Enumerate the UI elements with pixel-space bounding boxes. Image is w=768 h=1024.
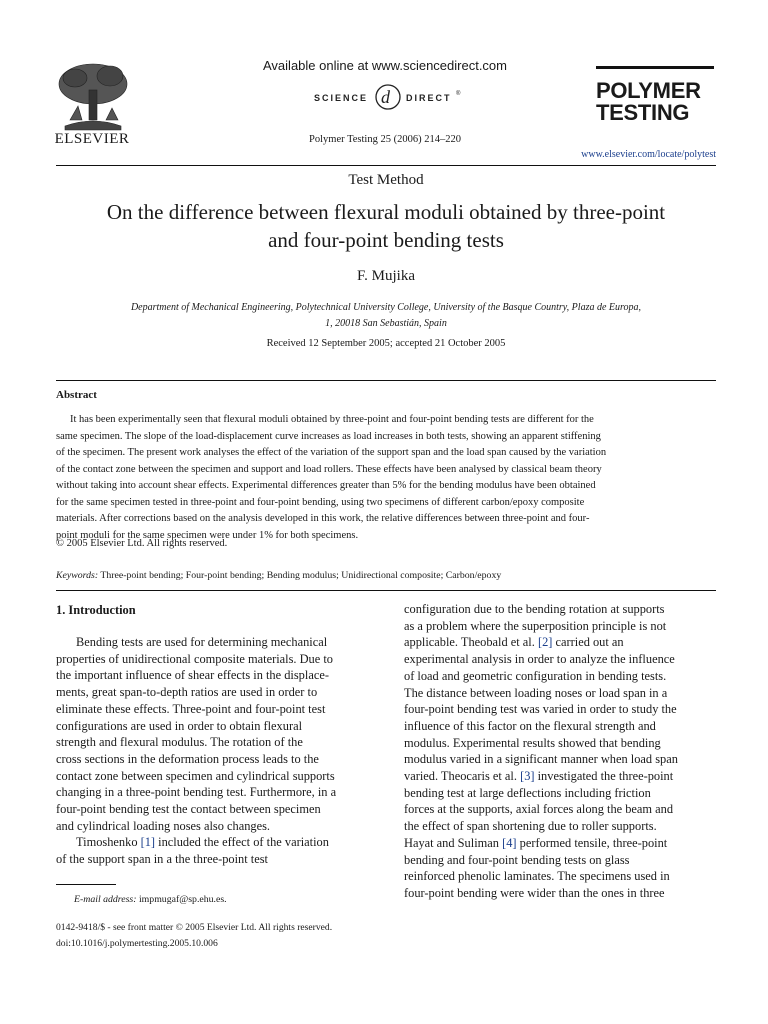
abstract-line: of the contact zone between the specimen and support and load rollers. These effects have been analysed by classical beam theory [56,463,602,475]
text-line: bending and four-point bending tests on glass [404,852,630,867]
keywords-list: Three-point bending; Four-point bending; Bending modulus; Unidirectional composite; Carbon/epoxy [100,570,502,581]
doi-line[interactable]: doi:10.1016/j.polymertesting.2005.10.006 [56,938,218,949]
text-span: included the effect of the variation [155,835,329,850]
journal-title-line2: TESTING [596,100,690,125]
text-line: reinforced phenolic laminates. The specimens used in [404,869,670,884]
sciencedirect-logo-icon[interactable] [268,82,508,112]
text-line: of load and geometric configuration in bending tests. [404,668,667,683]
text-line: configuration due to the bending rotation at supports [404,602,665,616]
received-dates: Received 12 September 2005; accepted 21 October 2005 [266,338,506,349]
text-line: influence of this factor on the flexural strength and [404,718,656,733]
email-address-link[interactable]: impmugaf@sp.ehu.es. [136,894,227,905]
abstract-line: without taking into account shear effects. Experimental differences greater than 5% for the bending modulus have been obtained [56,480,596,491]
abstract-line: same specimen. The slope of the load-displacement curve increases as load increases in both tests, showing an apparent stiffening [56,430,601,442]
author-email [74,894,227,905]
article-title-line1: On the difference between flexural moduli obtained by three-point [106,200,666,224]
text-line: forces at the supports, axial forces along the beam and [404,802,674,817]
text-span: investigated the three-point [534,769,674,784]
text-span: varied. Theocaris et al. [404,769,521,784]
text-line: four-point bending were wider than the ones in three [404,885,665,900]
text-line: properties of unidirectional composite materials. Due to [56,651,333,666]
email-label: E-mail address: [74,894,137,905]
left-column [56,634,372,868]
journal-url-link[interactable]: www.elsevier.com/locate/polytest [581,149,716,160]
available-online-banner[interactable]: Available online at www.sciencedirect.com [263,58,507,73]
text-span: applicable. Theobald et al. [404,635,538,650]
article-title [56,198,716,254]
publisher-logo-text: ELSEVIER [54,131,130,147]
svg-text:DIRECT: DIRECT [406,93,452,103]
text-line: as a problem where the superposition principle is not [404,618,667,633]
journal-title [596,80,726,124]
affiliation-line2: 1, 20018 San Sebastián, Spain [325,318,447,329]
affiliation-line1: Department of Mechanical Engineering, Polytechnical University College, University of the Basque Country, Plaza de Europa, [130,302,642,313]
text-line [404,835,716,852]
abstract-line: point moduli for the same specimen were under 1% for both specimens. [56,529,359,541]
text-span: performed tensile, three-point [516,835,668,850]
text-line: modulus varied in a significant manner when load span [404,752,678,767]
citation-link[interactable]: [3] [520,769,535,784]
abstract-body [56,412,716,544]
text-line: four-point bending test the contact between specimen [56,802,321,817]
text-line: modulus. Experimental results showed that bending [404,735,661,750]
text-line: experimental analysis in order to analyze the influence [404,652,675,667]
text-span: Hayat and Suliman [404,835,503,850]
issn-line: 0142-9418/$ - see front matter © 2005 Elsevier Ltd. All rights reserved. [56,922,333,933]
text-line: contact zone between specimen and cylindrical supports [56,768,335,783]
text-line [404,634,716,651]
front-matter-info [56,920,332,952]
text-line: the effect of span shortening due to roller supports. [404,819,657,834]
svg-text:SCIENCE: SCIENCE [314,93,369,103]
citation-link[interactable]: [1] [140,835,156,850]
abstract-line: It has been experimentally seen that flexural moduli obtained by three-point and four-point bending tests are different for the [70,414,594,425]
author-affiliation [80,300,692,332]
text-span: carried out an [552,635,624,650]
text-line: Bending tests are used for determining mechanical [76,635,328,649]
text-line [404,768,716,785]
abstract-copyright: © 2005 Elsevier Ltd. All rights reserved. [56,538,228,549]
keywords [56,570,716,581]
text-span: Timoshenko [76,835,141,850]
abstract-bottom-rule [56,590,716,591]
text-line: strength and flexural modulus. The rotation of the [56,735,303,750]
abstract-line: materials. After corrections based on the analysis developed in this work, the relative differences between three-point and four- [56,513,590,524]
article-type: Test Method [348,172,424,188]
section-heading-introduction: 1. Introduction [56,603,136,617]
abstract-top-rule [56,380,716,381]
text-line: of the support span in a the three-point test [56,852,268,867]
keywords-label: Keywords: [56,570,99,581]
citation-link[interactable]: [4] [502,835,517,850]
author-name: F. Mujika [357,268,415,284]
abstract-line: for the same specimen tested in three-point and four-point bending, using two specimens of different carbon/epoxy composite [56,496,585,508]
text-line: ments, great span-to-depth ratios are used in order to [56,685,318,700]
text-line: bending test at large deflections including friction [404,785,651,800]
text-line [56,834,372,851]
citation-link[interactable]: [2] [537,635,553,650]
text-line: and cylindrical loading noses also changes. [56,818,271,833]
abstract-line: of the specimen. The present work analyses the effect of the variation of the support span and the load span caused by the variation [56,447,607,458]
header-divider [56,165,716,166]
article-title-line2: and four-point bending tests [268,228,504,252]
abstract-heading: Abstract [56,389,97,401]
svg-text:®: ® [456,91,461,97]
text-line: cross sections in the deformation process leads to the [56,751,319,766]
text-line: The distance between loading noses or load span in a [404,685,668,700]
text-line: eliminate these effects. Three-point and four-point test [56,701,326,716]
text-line: the important influence of shear effects in the displace- [56,668,329,683]
journal-citation: Polymer Testing 25 (2006) 214–220 [309,134,461,145]
footnote-rule [56,884,116,885]
text-line: four-point bending test was varied in order to study the [404,702,677,717]
journal-title-rule [596,66,714,69]
text-line: changing in a three-point bending test. Furthermore, in a [56,785,337,800]
text-line: configurations are used in order to obtain flexural [56,718,303,733]
elsevier-tree-logo-icon [50,60,136,132]
svg-text:d: d [381,87,390,107]
journal-title-line1: POLYMER [596,78,701,103]
right-column [404,601,716,902]
